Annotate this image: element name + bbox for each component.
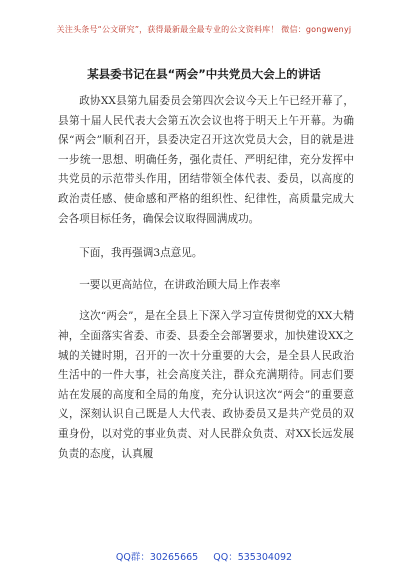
document-body bbox=[58, 92, 354, 464]
footer-qq-group: QQ群：30265665 bbox=[115, 552, 199, 563]
section-heading-1: 一要以更高站位，在讲政治顾大局上作表率 bbox=[79, 278, 281, 291]
footer-contact bbox=[0, 549, 408, 563]
footer-qq: QQ：535304092 bbox=[213, 552, 293, 563]
document-title: 某县委书记在县“两会”中共党员大会上的讲话 bbox=[87, 67, 321, 81]
paragraph-points-intro: 下面，我再强调3点意见。 bbox=[79, 247, 203, 260]
paragraph-opening: 政协XX县第九届委员会第四次会议今天上午已经开幕了，县第十届人民代表大会第五次会议也将于明天上午开幕。为确保“两会”顺利召开，县委决定召开这次党员大会，目的就是进一步统一思想、明确任务，强化责任、严明纪律，充分发挥中共党员的示范带头作用，团结带领全体代表、委员，以高度的政治责任感、使命感和严格的组织性、纪律性，高质量完成大会各项目标任务，确保会议取得圆满成功。 bbox=[58, 95, 354, 225]
header-promo-note: 关注头条号“公文研究”，获得最新最全最专业的公文资料库！ 微信：gongwenyj bbox=[56, 25, 352, 34]
paragraph-section-1: 这次“两会”，是在全县上下深入学习宣传贯彻党的XX大精神，全面落实省委、市委、县委全会部署要求，加快建设XX之城的关键时期，召开的一次十分重要的大会，是全县人民政治生活中的一件大事，社会高度关注，群众充满期待。同志们要站在发展的高度和全局的角度，充分认识这次“两会”的重要意义，深刻认识自己既是人大代表、政协委员又是共产党员的双重身份，以对党的事业负责、对人民群众负责、对XX长远发展负责的态度，认真履 bbox=[58, 310, 354, 460]
